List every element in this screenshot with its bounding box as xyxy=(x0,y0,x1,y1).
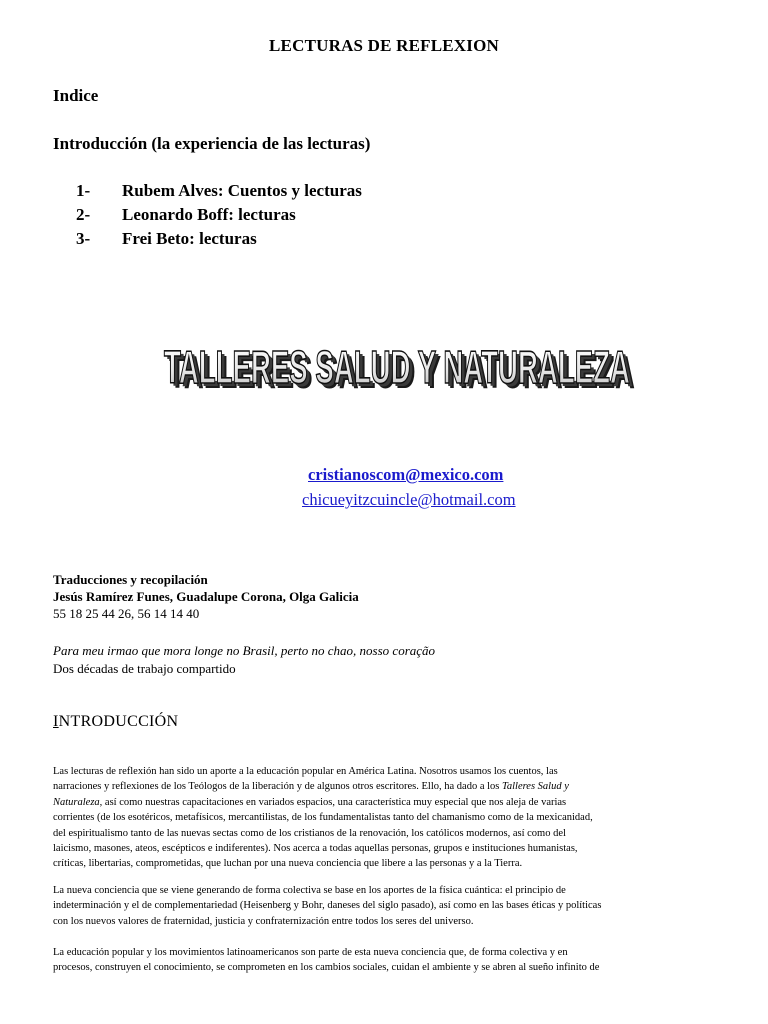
paragraph-line: La educación popular y los movimientos latinoamericanos son parte de esta nueva conciencia que, de forma colectiva y en xyxy=(53,947,568,958)
intro-paragraph-1 xyxy=(53,764,713,872)
paragraph-line: del espiritualismo tanto de las nuevas sectas como de los cristianos de la renovación, los católicos modernos, así como del xyxy=(53,827,566,839)
credits-names: Jesús Ramírez Funes, Guadalupe Corona, Olga Galicia xyxy=(53,589,359,604)
paragraph-line: procesos, construyen el conocimiento, se comprometen en los cambios sociales, cuidan el ambiente y se abren al sueño infinito de xyxy=(53,962,600,974)
italic-naturaleza: Naturaleza, xyxy=(53,796,103,808)
index-heading: Indice xyxy=(53,86,99,105)
paragraph-line xyxy=(53,795,713,810)
dedication-line-2: Dos décadas de trabajo compartido xyxy=(53,661,236,676)
paragraph-line: indeterminación y el de complementariedad (Heisenberg y Bohr, daneses del siglo pasado), así como en las bases éticas y políticas xyxy=(53,900,602,912)
credits-label: Traducciones y recopilación xyxy=(53,572,208,587)
paragraph-line: laicismo, masones, ateos, escépticos e indiferentes). Nos acerca a todas aquellas personas, grupos e instituciones humanistas, xyxy=(53,843,578,855)
paragraph-line: La nueva conciencia que se viene generando de forma colectiva se base en los aportes de la física cuántica: el principio de xyxy=(53,885,566,896)
paragraph-line-text: narraciones y reflexiones de los Teólogos de la liberación y de algunos otros escritores. Ello, ha dado a los xyxy=(53,781,502,793)
paragraph-line: críticas, libertarias, comprometidas, que luchan por una nueva conciencia que libere a las personas y a la Tierra. xyxy=(53,858,523,870)
talleres-banner-logo xyxy=(160,340,638,398)
document-title: LECTURAS DE REFLEXION xyxy=(269,36,499,55)
index-item-2: Leonardo Boff: lecturas xyxy=(122,205,296,224)
intro-paragraph-3 xyxy=(53,945,713,976)
banner-text: TALLERES SALUD Y NATURALEZA xyxy=(164,341,630,393)
introduccion-heading-rest: NTRODUCCIÓN xyxy=(58,713,179,730)
index-number-1: 1- xyxy=(76,181,91,200)
paragraph-line xyxy=(53,779,713,794)
paragraph-line-text: así como nuestras capacitaciones en variados espacios, una característica muy especial que nos aleja de varias xyxy=(102,796,567,808)
dedication-line-1: Para meu irmao que mora longe no Brasil, perto no chao, nosso coração xyxy=(53,643,436,658)
email-link-cristianoscom[interactable]: cristianoscom@mexico.com xyxy=(308,465,504,484)
credits-phones: 55 18 25 44 26, 56 14 14 40 xyxy=(53,606,200,621)
introduccion-heading-initial: I xyxy=(53,713,59,730)
email-link-chicueyitzcuincle[interactable]: chicueyitzcuincle@hotmail.com xyxy=(302,490,516,509)
paragraph-line: corrientes (de los esotéricos, metafísicos, mercantilistas, de los fundamentalistas tanto del chamanismo como de la mexicanidad, xyxy=(53,812,593,824)
index-number-3: 3- xyxy=(76,229,91,248)
intro-index-item: Introducción (la experiencia de las lecturas) xyxy=(53,134,371,153)
introduccion-heading xyxy=(53,713,178,731)
italic-talleres: Talleres Salud y xyxy=(501,781,569,793)
index-number-2: 2- xyxy=(76,205,91,224)
index-item-3: Frei Beto: lecturas xyxy=(122,229,257,248)
intro-paragraph-2 xyxy=(53,883,713,929)
paragraph-line: Las lecturas de reflexión han sido un aporte a la educación popular en América Latina. Nosotros usamos los cuentos, las xyxy=(53,766,558,777)
banner-shadow-text-mid: TALLERES SALUD Y NATURALEZA xyxy=(167,344,633,396)
paragraph-line: con los nuevos valores de fraternidad, justicia y confraternización entre todos los seres del universo. xyxy=(53,915,474,927)
banner-shadow-text: TALLERES SALUD Y NATURALEZA xyxy=(169,346,635,398)
index-item-1: Rubem Alves: Cuentos y lecturas xyxy=(122,181,362,200)
